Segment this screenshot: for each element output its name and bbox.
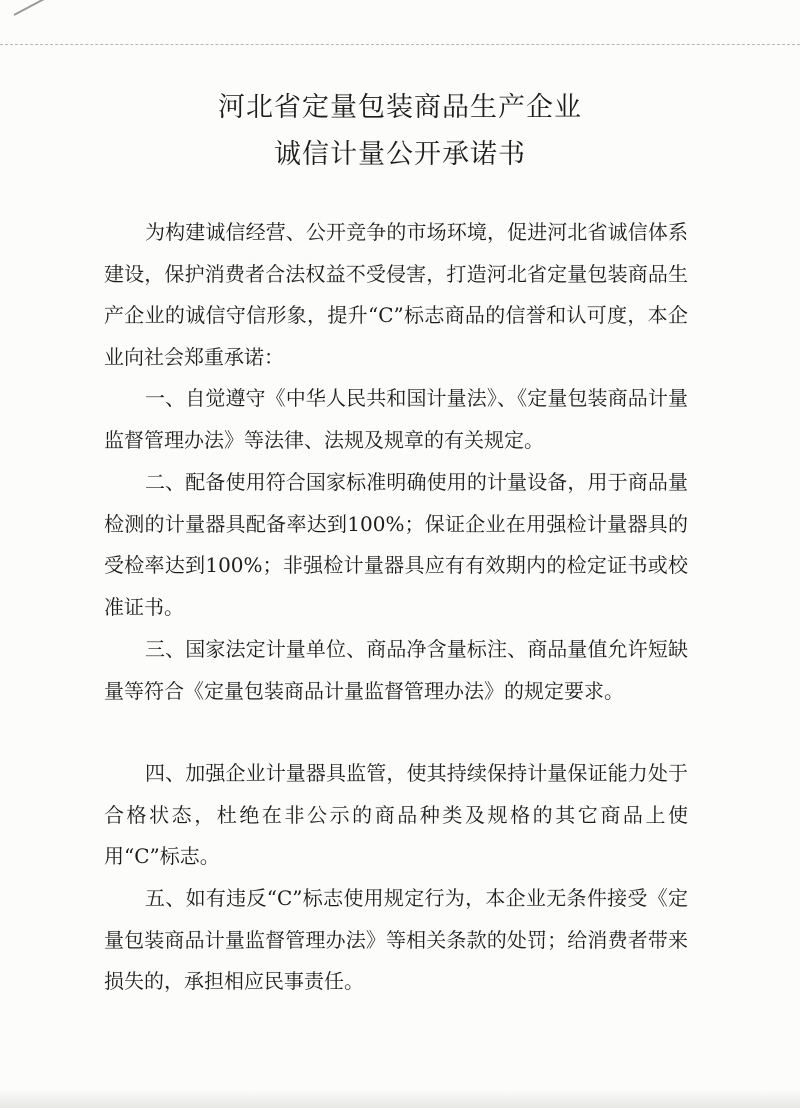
commitment-item-5: 五、如有违反“C”标志使用规定行为，本企业无条件接受《定量包装商品计量监督管理办法》等相关条款的处罚；给消费者带来损失的，承担相应民事责任。	[104, 886, 688, 993]
intro-paragraph: 为构建诚信经营、公开竞争的市场环境，促进河北省诚信体系建设，保护消费者合法权益不受侵害，打造河北省定量包装商品生产企业的诚信守信形象，提升“C”标志商品的信誉和认可度，本企业向社会郑重承诺：	[104, 220, 688, 369]
title-line-1: 河北省定量包装商品生产企业	[218, 92, 582, 123]
pen-mark	[14, 0, 57, 16]
commitment-item-2: 二、配备使用符合国家标准明确使用的计量设备，用于商品量检测的计量器具配备率达到100%；保证企业在用强检计量器具的受检率达到100%；非强检计量器具应有有效期内的检定证书或校准证书。	[104, 470, 688, 619]
commitment-item-3: 三、国家法定计量单位、商品净含量标注、商品量值允许短缺量等符合《定量包装商品计量监督管理办法》的规定要求。	[104, 637, 688, 703]
scan-edge-top	[0, 44, 800, 45]
scan-edge-bottom	[0, 1090, 800, 1108]
commitment-item-4: 四、加强企业计量器具监管，使其持续保持计量保证能力处于合格状态，杜绝在非公示的商品种类及规格的其它商品上使用“C”标志。	[104, 761, 688, 868]
commitment-item-1: 一、自觉遵守《中华人民共和国计量法》、《定量包装商品计量监督管理办法》等法律、法规及规章的有关规定。	[104, 386, 688, 452]
title-line-2: 诚信计量公开承诺书	[274, 139, 526, 170]
